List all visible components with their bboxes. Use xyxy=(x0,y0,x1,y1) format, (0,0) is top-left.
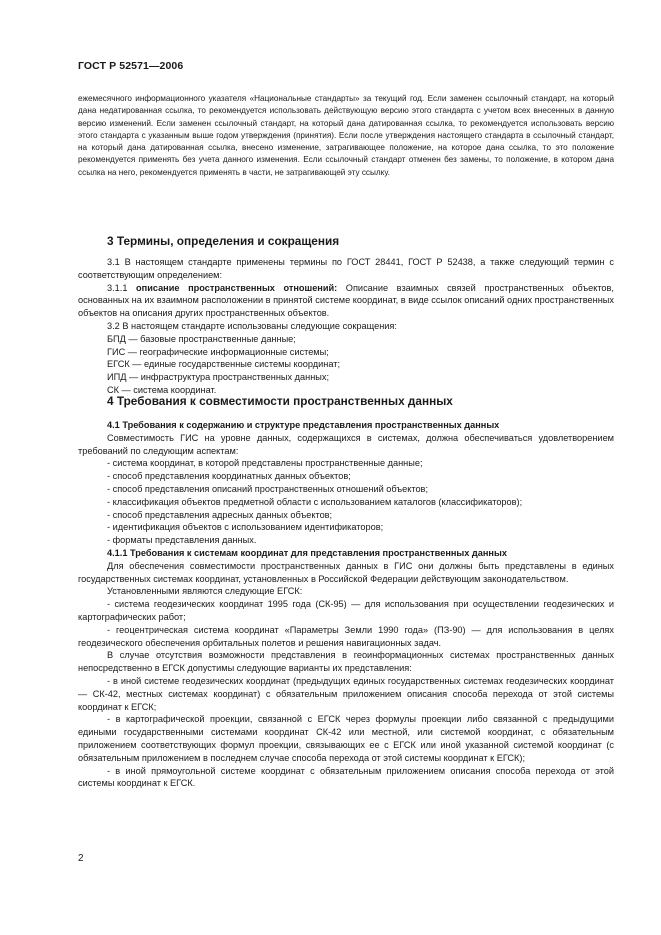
term-definition: Описание взаимных связей пространственных объектов, основанных на их взаимном расположении в принятой системе координат, в виде ссылок описаний одних пространственных объектов на описания других пространственных объектов. xyxy=(78,282,614,319)
variant-item: - в картографической проекции, связанной с ЕГСК через формулы проекции либо связанной с предыдущими едиными государственными системами координат СК-42 или местной, или системой координат, с обязательным приложением соответствующих формул проекции, связывающих ее с ЕГСК или иной указанной системой координат (с обязательным приложением в последнем случае способа перехода от этой системы координат к ЕГСК); xyxy=(78,714,614,763)
para-3-2: 3.2 В настоящем стандарте использованы следующие сокращения: xyxy=(107,320,397,331)
aspect-item: - классификация объектов предметной области с использованием каталогов (классификаторов); xyxy=(107,496,523,507)
para-3-1-1-num: 3.1.1 xyxy=(107,282,137,293)
term-spatial-relations: описание пространственных отношений: xyxy=(136,282,338,293)
intro-block xyxy=(78,93,614,179)
para-4-1-1-c: В случае отсутствия возможности представления в геоинформационных системах пространственных данных непосредственно в ЕГСК допустимы следующие варианты их представления: xyxy=(78,650,614,674)
egsk-item: - система геодезических координат 1995 года (СК-95) — для использования при осуществлении геодезических и картографических работ; xyxy=(78,599,614,622)
para-3-1-1 xyxy=(78,282,614,320)
section-4-body xyxy=(78,419,614,790)
variant-item: - в иной системе геодезических координат (предыдущих единых государственных системах геодезических координат — СК-42, местных системах координат) с обязательным приложением описания способа перехода от этой системы координат к ЕГСК; xyxy=(78,675,614,712)
section-3-title: 3 Термины, определения и сокращения xyxy=(107,234,340,248)
aspect-item: - идентификация объектов с использованием идентификаторов; xyxy=(107,522,384,533)
document-header: ГОСТ Р 52571—2006 xyxy=(78,60,184,72)
section-3-body xyxy=(78,256,614,397)
abbr-item: ГИС — географические информационные системы; xyxy=(107,346,329,357)
aspect-item: - способ представления адресных данных объектов; xyxy=(107,509,333,520)
aspect-item: - форматы представления данных. xyxy=(107,535,257,546)
abbr-item: ЕГСК — единые государственные системы координат; xyxy=(107,359,341,370)
aspect-item: - способ представления координатных данных объектов; xyxy=(107,471,351,482)
aspect-item: - система координат, в которой представлены пространственные данные; xyxy=(107,458,423,469)
abbr-item: ИПД — инфраструктура пространственных данных; xyxy=(107,372,330,383)
para-4-1-1-b: Установленными являются следующие ЕГСК: xyxy=(107,586,303,597)
aspect-item: - способ представления описаний пространственных отношений объектов; xyxy=(107,483,428,494)
para-3-1: 3.1 В настоящем стандарте применены термины по ГОСТ 28441, ГОСТ Р 52438, а также следующий термин с соответствующим определением: xyxy=(78,257,614,280)
para-4-1: Совместимость ГИС на уровне данных, содержащихся в системах, должна обеспечиваться удовлетворением требований по следующим аспектам: xyxy=(78,432,614,456)
intro-paragraph: ежемесячного информационного указателя «Национальные стандарты» за текущий год. Если заменен ссылочный стандарт, на который дана недатированная ссылка, то рекомендуется использовать действующую версию этого стандарта с учетом всех внесенных в данную версию изменений. Если заменен ссылочный стандарт, на который дана датированная ссылка, то рекомендуется использовать версию этого стандарта с указанным выше годом утверждения (принятия). Если после утверждения настоящего стандарта в ссылочный стандарт, на который дана датированная ссылка, внесено изменение, затрагивающее положение, на которое дана ссылка, то это положение рекомендуется применять без учета данного изменения. Если ссылочный стандарт отменен без замены, то положение, в котором дана ссылка на него, рекомендуется применять в части, не затрагивающей эту ссылку. xyxy=(78,94,614,177)
abbr-item: СК — система координат. xyxy=(107,384,217,395)
egsk-item: - геоцентрическая система координат «Параметры Земли 1990 года» (ПЗ-90) — для использования в целях геодезического обеспечения орбитальных полетов и решения навигационных задач. xyxy=(78,624,614,648)
variant-item: - в иной прямоугольной системе координат с обязательным приложением описания способа перехода от этой системы координат к ЕГСК. xyxy=(78,765,614,789)
section-4-title: 4 Требования к совместимости пространственных данных xyxy=(107,394,453,408)
abbr-item: БПД — базовые пространственные данные; xyxy=(107,333,296,344)
para-4-1-1-a: Для обеспечения совместимости пространственных данных в ГИС они должны быть представлены в единых государственных системах координат, установленных в Российской Федерации действующим законодательством. xyxy=(78,560,614,584)
subsection-4-1-title: 4.1 Требования к содержанию и структуре представления пространственных данных xyxy=(107,420,500,430)
subsection-4-1-1-title: 4.1.1 Требования к системам координат для представления пространственных данных xyxy=(107,547,507,558)
page-number: 2 xyxy=(78,853,84,864)
